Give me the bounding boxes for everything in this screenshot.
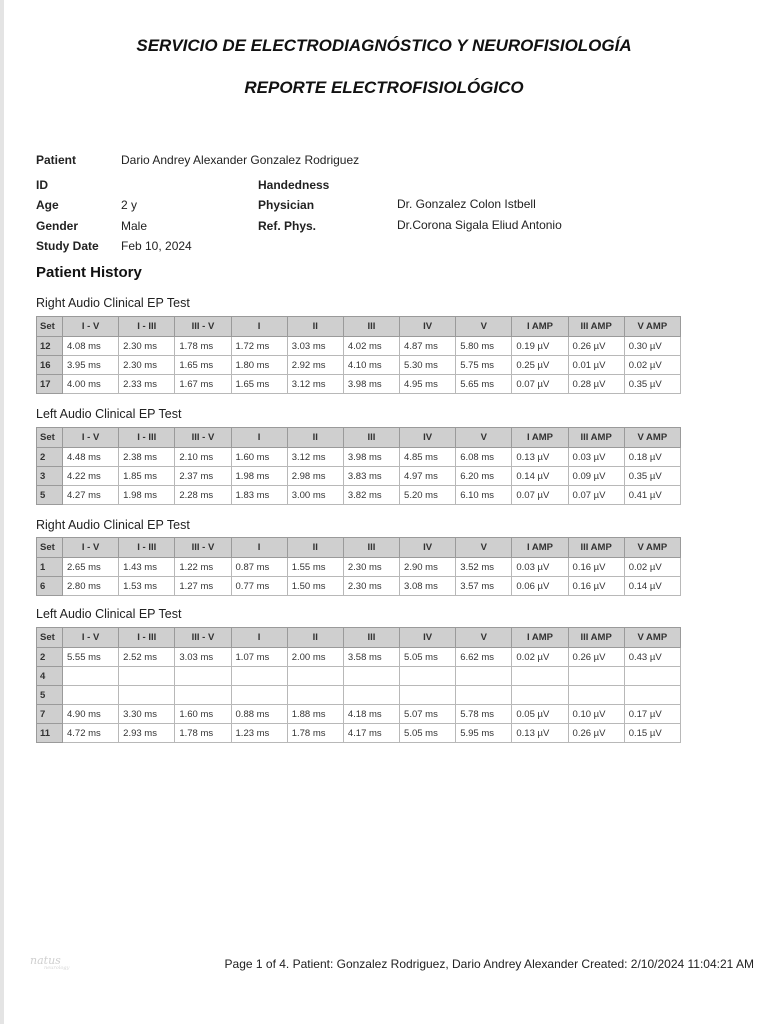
column-header: V AMP [624, 628, 680, 648]
ref-phys-label: Ref. Phys. [258, 219, 317, 233]
table-cell: 1.78 ms [287, 724, 343, 743]
table-cell [568, 686, 624, 705]
table-cell [119, 667, 175, 686]
ref-phys-value: Dr.Corona Sigala Eliud Antonio [397, 218, 562, 232]
column-header: I - V [63, 317, 119, 337]
table-cell: 5.07 ms [400, 705, 456, 724]
table-cell [63, 667, 119, 686]
column-header: IV [400, 428, 456, 448]
column-header: Set [37, 628, 63, 648]
table-cell: 4.08 ms [63, 337, 119, 356]
table-cell: 5.55 ms [63, 648, 119, 667]
set-number-cell: 12 [37, 337, 63, 356]
table-title: Left Audio Clinical EP Test [36, 607, 182, 621]
table-cell [175, 686, 231, 705]
column-header: III [343, 428, 399, 448]
column-header: II [287, 538, 343, 558]
column-header: Set [37, 317, 63, 337]
table-cell: 4.10 ms [343, 356, 399, 375]
table-cell: 0.16 µV [568, 577, 624, 596]
table-cell: 2.10 ms [175, 448, 231, 467]
physician-value: Dr. Gonzalez Colon Istbell [397, 197, 536, 211]
table-cell: 0.09 µV [568, 467, 624, 486]
table-cell [624, 686, 680, 705]
table-cell: 4.22 ms [63, 467, 119, 486]
table-cell: 4.17 ms [343, 724, 399, 743]
table-cell [231, 667, 287, 686]
table-cell: 0.15 µV [624, 724, 680, 743]
table-cell [456, 667, 512, 686]
table-cell: 1.65 ms [175, 356, 231, 375]
table-cell: 0.19 µV [512, 337, 568, 356]
table-cell: 0.30 µV [624, 337, 680, 356]
ep-table-right-1 [36, 316, 681, 394]
table-cell: 1.50 ms [287, 577, 343, 596]
table-row [37, 448, 681, 467]
table-cell: 0.07 µV [568, 486, 624, 505]
column-header: I - V [63, 538, 119, 558]
table-cell [512, 686, 568, 705]
page-edge [0, 0, 4, 1024]
table-cell: 4.48 ms [63, 448, 119, 467]
handedness-label: Handedness [258, 178, 330, 192]
table-cell: 3.95 ms [63, 356, 119, 375]
age-value: 2 y [121, 198, 138, 212]
set-number-cell: 5 [37, 686, 63, 705]
column-header: III [343, 628, 399, 648]
table-title: Left Audio Clinical EP Test [36, 407, 182, 421]
table-cell: 0.02 µV [624, 356, 680, 375]
table-cell: 2.65 ms [63, 558, 119, 577]
table-cell: 0.41 µV [624, 486, 680, 505]
ep-table-left-2 [36, 627, 681, 743]
table-cell [175, 667, 231, 686]
logo-text: natus [30, 954, 61, 967]
table-cell: 1.60 ms [231, 448, 287, 467]
table-cell: 4.90 ms [63, 705, 119, 724]
table-cell: 3.08 ms [400, 577, 456, 596]
ep-table-right-2 [36, 537, 681, 596]
table-cell: 2.28 ms [175, 486, 231, 505]
table-cell: 1.07 ms [231, 648, 287, 667]
column-header: IV [400, 317, 456, 337]
table-cell: 2.80 ms [63, 577, 119, 596]
table-cell: 3.12 ms [287, 375, 343, 394]
table-cell: 5.65 ms [456, 375, 512, 394]
table-cell: 2.37 ms [175, 467, 231, 486]
column-header: V [456, 317, 512, 337]
table-cell [287, 667, 343, 686]
table-cell: 1.98 ms [231, 467, 287, 486]
table-cell: 4.00 ms [63, 375, 119, 394]
table-cell: 1.53 ms [119, 577, 175, 596]
table-cell: 2.33 ms [119, 375, 175, 394]
table-cell: 4.85 ms [400, 448, 456, 467]
table-cell: 2.90 ms [400, 558, 456, 577]
table-cell [287, 686, 343, 705]
table-cell: 4.18 ms [343, 705, 399, 724]
table-cell: 1.23 ms [231, 724, 287, 743]
study-date-value: Feb 10, 2024 [121, 239, 192, 253]
table-cell: 2.98 ms [287, 467, 343, 486]
id-label: ID [36, 178, 48, 192]
table-cell: 1.88 ms [287, 705, 343, 724]
table-cell: 0.14 µV [624, 577, 680, 596]
table-cell: 0.02 µV [512, 648, 568, 667]
natus-logo [30, 955, 69, 971]
table-title: Right Audio Clinical EP Test [36, 518, 190, 532]
table-cell: 3.98 ms [343, 375, 399, 394]
table-cell [568, 667, 624, 686]
table-cell [63, 686, 119, 705]
patient-value: Dario Andrey Alexander Gonzalez Rodriguez [121, 153, 360, 167]
table-row [37, 375, 681, 394]
table-cell: 0.13 µV [512, 448, 568, 467]
table-cell: 3.83 ms [343, 467, 399, 486]
table-cell [343, 686, 399, 705]
table-cell: 3.30 ms [119, 705, 175, 724]
table-cell: 0.16 µV [568, 558, 624, 577]
page-footer: Page 1 of 4. Patient: Gonzalez Rodriguez, Dario Andrey Alexander Created: 2/10/2024 11:04:21 AM [224, 957, 754, 971]
table-cell: 4.95 ms [400, 375, 456, 394]
table-cell: 3.98 ms [343, 448, 399, 467]
table-cell: 1.60 ms [175, 705, 231, 724]
column-header: Set [37, 428, 63, 448]
table-cell: 1.83 ms [231, 486, 287, 505]
physician-label: Physician [258, 198, 315, 212]
table-title: Right Audio Clinical EP Test [36, 296, 190, 310]
column-header: III - V [175, 538, 231, 558]
table-cell: 1.43 ms [119, 558, 175, 577]
table-cell: 6.62 ms [456, 648, 512, 667]
table-cell: 0.07 µV [512, 486, 568, 505]
table-cell: 0.02 µV [624, 558, 680, 577]
table-cell: 0.35 µV [624, 375, 680, 394]
table-row [37, 667, 681, 686]
table-cell: 5.75 ms [456, 356, 512, 375]
set-number-cell: 4 [37, 667, 63, 686]
table-cell: 2.30 ms [343, 577, 399, 596]
set-number-cell: 6 [37, 577, 63, 596]
report-title: SERVICIO DE ELECTRODIAGNÓSTICO Y NEUROFISIOLOGÍA [136, 36, 632, 55]
table-row [37, 724, 681, 743]
column-header: III [343, 538, 399, 558]
study-date-label: Study Date [36, 239, 99, 253]
column-header: V [456, 428, 512, 448]
table-cell: 0.26 µV [568, 337, 624, 356]
table-cell: 3.00 ms [287, 486, 343, 505]
table-row [37, 705, 681, 724]
table-cell: 0.25 µV [512, 356, 568, 375]
column-header: III AMP [568, 428, 624, 448]
table-cell: 5.95 ms [456, 724, 512, 743]
table-cell: 5.05 ms [400, 724, 456, 743]
table-header-row [37, 317, 681, 337]
patient-label: Patient [36, 153, 77, 167]
table-cell: 0.01 µV [568, 356, 624, 375]
set-number-cell: 7 [37, 705, 63, 724]
table-row [37, 648, 681, 667]
column-header: II [287, 428, 343, 448]
table-cell: 0.87 ms [231, 558, 287, 577]
table-cell: 0.35 µV [624, 467, 680, 486]
table-cell [400, 686, 456, 705]
table-cell: 5.78 ms [456, 705, 512, 724]
table-cell: 0.18 µV [624, 448, 680, 467]
table-cell: 0.13 µV [512, 724, 568, 743]
table-cell: 0.06 µV [512, 577, 568, 596]
column-header: III AMP [568, 628, 624, 648]
table-cell: 0.03 µV [568, 448, 624, 467]
gender-value: Male [121, 219, 148, 233]
table-cell: 0.43 µV [624, 648, 680, 667]
table-cell: 1.27 ms [175, 577, 231, 596]
table-header-row [37, 428, 681, 448]
table-cell: 2.30 ms [343, 558, 399, 577]
column-header: V [456, 538, 512, 558]
column-header: I - V [63, 428, 119, 448]
table-cell: 5.05 ms [400, 648, 456, 667]
gender-label: Gender [36, 219, 79, 233]
table-cell: 1.22 ms [175, 558, 231, 577]
column-header: III - V [175, 317, 231, 337]
table-cell: 5.30 ms [400, 356, 456, 375]
table-row [37, 467, 681, 486]
column-header: II [287, 317, 343, 337]
table-cell: 1.98 ms [119, 486, 175, 505]
table-row [37, 337, 681, 356]
column-header: III - V [175, 428, 231, 448]
table-cell: 5.20 ms [400, 486, 456, 505]
column-header: II [287, 628, 343, 648]
table-cell: 3.57 ms [456, 577, 512, 596]
table-cell [456, 686, 512, 705]
table-cell: 2.30 ms [119, 356, 175, 375]
column-header: I [231, 428, 287, 448]
table-cell: 0.26 µV [568, 724, 624, 743]
table-cell: 0.03 µV [512, 558, 568, 577]
table-cell [624, 667, 680, 686]
table-row [37, 486, 681, 505]
table-cell: 3.03 ms [175, 648, 231, 667]
table-cell: 4.27 ms [63, 486, 119, 505]
set-number-cell: 2 [37, 448, 63, 467]
set-number-cell: 11 [37, 724, 63, 743]
table-cell: 2.92 ms [287, 356, 343, 375]
table-cell: 0.07 µV [512, 375, 568, 394]
table-cell: 2.52 ms [119, 648, 175, 667]
column-header: V AMP [624, 428, 680, 448]
table-cell: 1.85 ms [119, 467, 175, 486]
table-cell: 4.97 ms [400, 467, 456, 486]
table-cell: 3.12 ms [287, 448, 343, 467]
ep-table-left-1 [36, 427, 681, 505]
table-cell: 1.78 ms [175, 337, 231, 356]
column-header: Set [37, 538, 63, 558]
table-cell: 0.77 ms [231, 577, 287, 596]
logo-subtext: neurology [44, 965, 70, 971]
column-header: I [231, 628, 287, 648]
table-cell: 0.28 µV [568, 375, 624, 394]
table-row [37, 686, 681, 705]
table-cell: 4.02 ms [343, 337, 399, 356]
set-number-cell: 5 [37, 486, 63, 505]
table-cell: 6.10 ms [456, 486, 512, 505]
table-cell: 4.72 ms [63, 724, 119, 743]
report-subtitle: REPORTE ELECTROFISIOLÓGICO [244, 78, 524, 97]
column-header: V AMP [624, 538, 680, 558]
table-cell [119, 686, 175, 705]
table-cell: 1.72 ms [231, 337, 287, 356]
table-row [37, 558, 681, 577]
table-cell: 0.17 µV [624, 705, 680, 724]
table-cell: 2.30 ms [119, 337, 175, 356]
column-header: I - III [119, 428, 175, 448]
column-header: III [343, 317, 399, 337]
table-cell: 3.52 ms [456, 558, 512, 577]
table-row [37, 356, 681, 375]
column-header: III - V [175, 628, 231, 648]
column-header: V AMP [624, 317, 680, 337]
column-header: I - III [119, 538, 175, 558]
table-cell: 1.80 ms [231, 356, 287, 375]
column-header: IV [400, 628, 456, 648]
table-cell: 1.78 ms [175, 724, 231, 743]
table-cell: 5.80 ms [456, 337, 512, 356]
table-header-row [37, 628, 681, 648]
column-header: I - III [119, 628, 175, 648]
table-cell: 2.93 ms [119, 724, 175, 743]
table-cell: 2.38 ms [119, 448, 175, 467]
table-cell: 1.67 ms [175, 375, 231, 394]
column-header: I AMP [512, 628, 568, 648]
column-header: III AMP [568, 538, 624, 558]
table-cell: 1.65 ms [231, 375, 287, 394]
set-number-cell: 2 [37, 648, 63, 667]
column-header: I AMP [512, 428, 568, 448]
column-header: I - V [63, 628, 119, 648]
table-cell: 6.20 ms [456, 467, 512, 486]
age-label: Age [36, 198, 59, 212]
table-cell: 3.03 ms [287, 337, 343, 356]
table-cell: 0.14 µV [512, 467, 568, 486]
table-cell: 0.10 µV [568, 705, 624, 724]
column-header: III AMP [568, 317, 624, 337]
table-cell [231, 686, 287, 705]
table-cell: 3.82 ms [343, 486, 399, 505]
column-header: IV [400, 538, 456, 558]
table-header-row [37, 538, 681, 558]
table-cell: 3.58 ms [343, 648, 399, 667]
table-row [37, 577, 681, 596]
table-cell [512, 667, 568, 686]
table-cell: 0.88 ms [231, 705, 287, 724]
column-header: I [231, 538, 287, 558]
table-cell [343, 667, 399, 686]
column-header: I [231, 317, 287, 337]
column-header: I AMP [512, 317, 568, 337]
table-cell: 0.05 µV [512, 705, 568, 724]
set-number-cell: 16 [37, 356, 63, 375]
table-cell: 6.08 ms [456, 448, 512, 467]
column-header: V [456, 628, 512, 648]
set-number-cell: 3 [37, 467, 63, 486]
set-number-cell: 17 [37, 375, 63, 394]
patient-history-heading: Patient History [36, 264, 142, 281]
table-cell [400, 667, 456, 686]
table-cell: 0.26 µV [568, 648, 624, 667]
table-cell: 1.55 ms [287, 558, 343, 577]
table-cell: 4.87 ms [400, 337, 456, 356]
set-number-cell: 1 [37, 558, 63, 577]
column-header: I - III [119, 317, 175, 337]
table-cell: 2.00 ms [287, 648, 343, 667]
column-header: I AMP [512, 538, 568, 558]
